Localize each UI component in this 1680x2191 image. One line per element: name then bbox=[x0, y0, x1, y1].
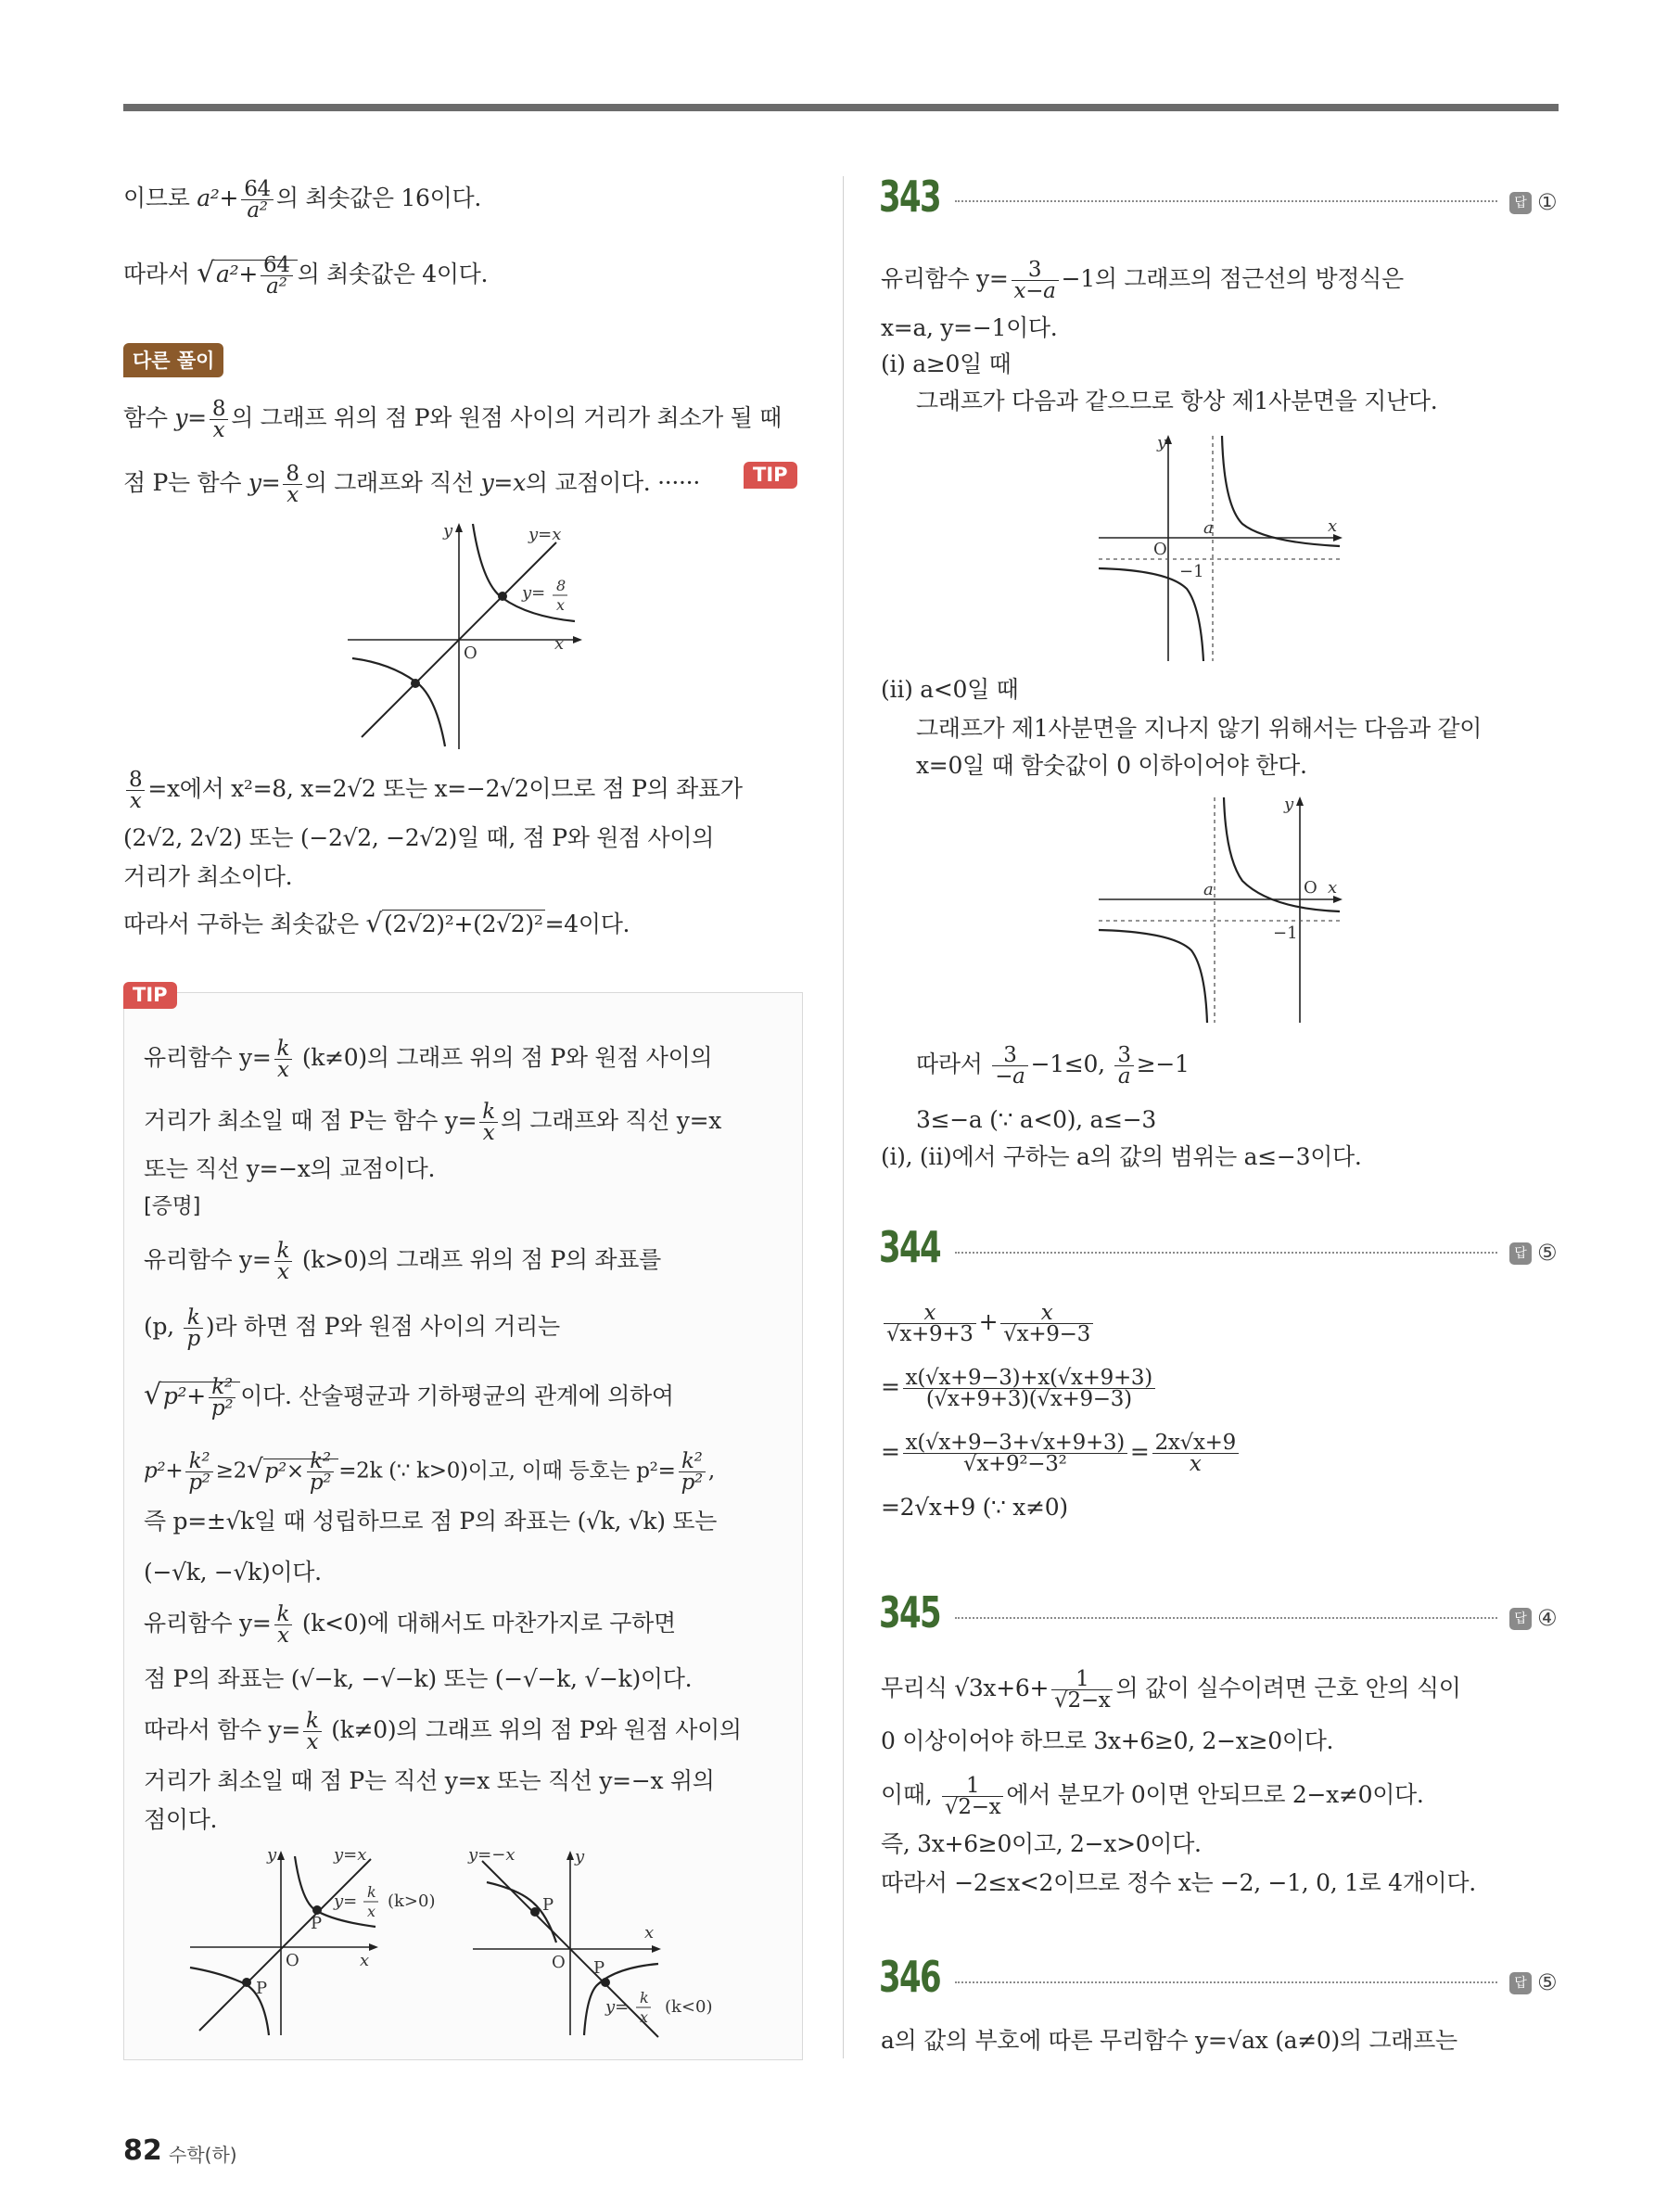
gt2-o: O bbox=[552, 1953, 566, 1972]
tip-line-11: 유리함수 y= $\frac{k}{x}$ (k<0)에 대해서도 마찬가지로 구하면 bbox=[144, 1602, 676, 1648]
problem-343-answer: 답 ① bbox=[1509, 189, 1558, 215]
tip-box-badge: TIP bbox=[123, 982, 177, 1009]
p343-line-4: 그래프가 다음과 같으므로 항상 제1사분면을 지난다. bbox=[916, 388, 1438, 414]
p345-line-5: 따라서 −2≤x<2이므로 정수 x는 −2, −1, 0, 1로 4개이다. bbox=[881, 1869, 1476, 1896]
problem-345-number: 345 bbox=[879, 1587, 940, 1637]
g343a-m1: −1 bbox=[1179, 562, 1204, 581]
g1-line: y=x bbox=[528, 525, 562, 544]
gt1-curve-d: x bbox=[367, 1903, 376, 1920]
p343-line-2: x=a, y=−1이다. bbox=[881, 314, 1058, 341]
tip-line-10: (−√k, −√k)이다. bbox=[144, 1559, 322, 1586]
problem-344-leader bbox=[955, 1252, 1497, 1254]
left-line-8: 따라서 구하는 최솟값은 √(2√2)²+(2√2)²=4이다. bbox=[123, 908, 630, 938]
left-line-4: 점 P는 함수 y= $\frac{8}{x}$ 의 그래프와 직선 y=x의 교점이다. ······ bbox=[123, 462, 700, 507]
graph-y-8-over-x bbox=[343, 519, 593, 751]
g343b-a: a bbox=[1203, 880, 1214, 899]
problem-346-number: 346 bbox=[879, 1952, 940, 2002]
top-rule bbox=[123, 104, 1559, 111]
left-line-2: 따라서 √a²+ $\frac{64}{\text{a²}}$ 의 최솟값은 4이다. bbox=[123, 253, 489, 299]
tip-line-3: 또는 직선 y=−x의 교점이다. bbox=[144, 1155, 436, 1182]
tip-line-12: 점 P의 좌표는 (√−k, −√−k) 또는 (−√−k, √−k)이다. bbox=[144, 1665, 693, 1692]
gt2-line: y=−x bbox=[468, 1845, 515, 1865]
gt2-curve: y= bbox=[605, 1997, 630, 2017]
g343b-x: x bbox=[1328, 878, 1338, 898]
tip-line-4: [증명] bbox=[144, 1194, 201, 1218]
tip-line-7: √p²+ $\frac{\text{k²}}{\text{p²}}$ 이다. 산술평균과 기하평균의 관계에 의하여 bbox=[144, 1375, 674, 1420]
p343-line-3: (ⅰ) a≥0일 때 bbox=[881, 350, 1012, 377]
g1-curve-n: 8 bbox=[556, 577, 566, 594]
page-number: 82 bbox=[123, 2134, 162, 2167]
gt2-x: x bbox=[644, 1923, 655, 1943]
g343b-m1: −1 bbox=[1273, 924, 1298, 943]
gt1-y: y bbox=[267, 1845, 277, 1865]
gt1-p2: P bbox=[256, 1979, 268, 1998]
tip-line-9: 즉 p=±√k일 때 성립하므로 점 P의 좌표는 (√k, √k) 또는 bbox=[144, 1508, 718, 1535]
tip-line-15: 점이다. bbox=[144, 1806, 218, 1833]
gt2-cond: (k<0) bbox=[665, 1997, 713, 2017]
tip-line-13: 따라서 함수 y= $\frac{k}{x}$ (k≠0)의 그래프 위의 점 P와 원점 사이의 bbox=[144, 1709, 742, 1754]
problem-345-leader bbox=[955, 1617, 1497, 1619]
problem-346-answer: 답 ⑤ bbox=[1509, 1969, 1558, 1995]
p343-line-10: (ⅰ), (ⅱ)에서 구하는 a의 값의 범위는 a≤−3이다. bbox=[881, 1143, 1362, 1170]
problem-345-answer: 답 ④ bbox=[1509, 1605, 1558, 1631]
g1-x: x bbox=[554, 634, 565, 654]
g343b-o: O bbox=[1304, 878, 1317, 898]
left-line-7: 거리가 최소이다. bbox=[123, 863, 293, 890]
p344-line-3: = $\frac{x(√x+9-3+√x+9+3)}{\text{√x+9²−3²}}$ = $\frac{2x√x+9}{x}$ bbox=[881, 1433, 1241, 1474]
alt-solution-badge: 다른 풀이 bbox=[123, 343, 223, 377]
gt1-line: y=x bbox=[334, 1845, 367, 1865]
p343-line-7: x=0일 때 함숫값이 0 이하이어야 한다. bbox=[916, 752, 1307, 779]
p345-line-4: 즉, 3x+6≥0이고, 2−x>0이다. bbox=[881, 1830, 1202, 1857]
column-divider bbox=[843, 176, 844, 2058]
p345-line-1: 무리식 √3x+6+ $\frac{1}{√2-x}$ 의 값이 실수이려면 근호 안의 식이 bbox=[881, 1667, 1461, 1713]
gt1-x: x bbox=[360, 1951, 370, 1970]
graph-343-a-negative bbox=[1094, 793, 1344, 1025]
g1-y: y bbox=[443, 521, 453, 541]
graph-tip-k-negative bbox=[468, 1845, 774, 2040]
p345-line-3: 이때, $\frac{1}{√2-x}$ 에서 분모가 0이면 안되므로 2−x≠0이다. bbox=[881, 1774, 1424, 1819]
p345-line-2: 0 이상이어야 하므로 3x+6≥0, 2−x≥0이다. bbox=[881, 1727, 1334, 1754]
g343a-o: O bbox=[1153, 540, 1167, 559]
left-line-6: (2√2, 2√2) 또는 (−2√2, −2√2)일 때, 점 P와 원점 사이의 bbox=[123, 824, 715, 851]
p346-line-1: a의 값의 부호에 따른 무리함수 y=√ax (a≠0)의 그래프는 bbox=[881, 2027, 1457, 2054]
p344-line-4: =2√x+9 (∵ x≠0) bbox=[881, 1494, 1068, 1521]
tip-line-2: 거리가 최소일 때 점 P는 함수 y= $\frac{k}{x}$ 의 그래프와 직선 y=x bbox=[144, 1100, 722, 1145]
gt1-curve: y= bbox=[334, 1892, 358, 1911]
g1-curve: y= bbox=[522, 583, 546, 603]
tip-line-14: 거리가 최소일 때 점 P는 직선 y=x 또는 직선 y=−x 위의 bbox=[144, 1767, 715, 1794]
g1-o: O bbox=[464, 643, 477, 663]
graph-tip-k-positive bbox=[185, 1845, 473, 2040]
gt1-p: P bbox=[311, 1914, 323, 1933]
tip-ref-badge: TIP bbox=[744, 462, 797, 489]
g343b-y: y bbox=[1284, 795, 1294, 814]
problem-343-leader bbox=[955, 200, 1497, 202]
g343a-a: a bbox=[1203, 518, 1214, 538]
tip-line-6: (p, $\frac{k}{p}$ )라 하면 점 P와 원점 사이의 거리는 bbox=[144, 1306, 560, 1351]
left-line-1: 이므로 a²+ $\frac{64}{\text{a²}}$ 의 최솟값은 16이다. bbox=[123, 177, 481, 223]
p344-line-2: = $\frac{x(√x+9-3)+x(√x+9+3)}{(√x+9+3)(√x+9-3)}$ bbox=[881, 1368, 1158, 1409]
p343-line-6: 그래프가 제1사분면을 지나지 않기 위해서는 다음과 같이 bbox=[916, 715, 1483, 742]
gt2-y: y bbox=[575, 1847, 585, 1866]
gt2-p2: P bbox=[593, 1958, 605, 1978]
tip-line-8: p²+ $\frac{\text{k²}}{\text{p²}}$ ≥2√p²× $\frac{\text{k²}}{\text{p²}}$ =2k (∵ k>0)이고, 이때 등호는 p²= $\frac{\text{k²}}{\text{p²}}$ , bbox=[144, 1449, 715, 1495]
left-line-5: $\frac{8}{x}$ =x에서 x²=8, x=2√2 또는 x=−2√2이므로 점 P의 좌표가 bbox=[123, 770, 743, 811]
tip-line-5: 유리함수 y= $\frac{k}{x}$ (k>0)의 그래프 위의 점 P의 좌표를 bbox=[144, 1239, 661, 1284]
problem-344-number: 344 bbox=[879, 1222, 940, 1272]
gt1-curve-n: k bbox=[367, 1883, 376, 1901]
left-line-3: 함수 y= $\frac{8}{x}$ 의 그래프 위의 점 P와 원점 사이의 거리가 최소가 될 때 bbox=[123, 397, 783, 442]
p343-line-9: 3≤−a (∵ a<0), a≤−3 bbox=[916, 1106, 1156, 1133]
problem-344-answer: 답 ⑤ bbox=[1509, 1240, 1558, 1266]
g343a-x: x bbox=[1328, 516, 1338, 536]
problem-343-number: 343 bbox=[879, 172, 940, 222]
graph-343-a-positive bbox=[1094, 431, 1344, 663]
gt2-curve-n: k bbox=[640, 1989, 649, 2006]
g1-curve-d: x bbox=[556, 596, 566, 614]
book-title: 수학(하) bbox=[169, 2144, 237, 2166]
gt2-curve-d: x bbox=[640, 2008, 649, 2026]
tip-line-1: 유리함수 y= $\frac{k}{x}$ (k≠0)의 그래프 위의 점 P와 원점 사이의 bbox=[144, 1037, 713, 1082]
problem-346-leader bbox=[955, 1981, 1497, 1983]
gt2-p: P bbox=[542, 1895, 554, 1915]
p343-line-1: 유리함수 y= $\frac{3}{x-a}$ −1의 그래프의 점근선의 방정식은 bbox=[881, 258, 1404, 303]
p343-line-5: (ⅱ) a<0일 때 bbox=[881, 676, 1019, 703]
g343a-y: y bbox=[1157, 433, 1167, 452]
p344-line-1: $\frac{x}{√x+9+3}$ + $\frac{x}{√x+9-3}$ bbox=[881, 1303, 1096, 1344]
gt1-o: O bbox=[286, 1951, 299, 1970]
gt1-cond: (k>0) bbox=[388, 1892, 436, 1911]
p343-line-8: 따라서 $\frac{3}{-a}$ −1≤0, $\frac{3}{a}$ ≥−1 bbox=[916, 1043, 1190, 1089]
